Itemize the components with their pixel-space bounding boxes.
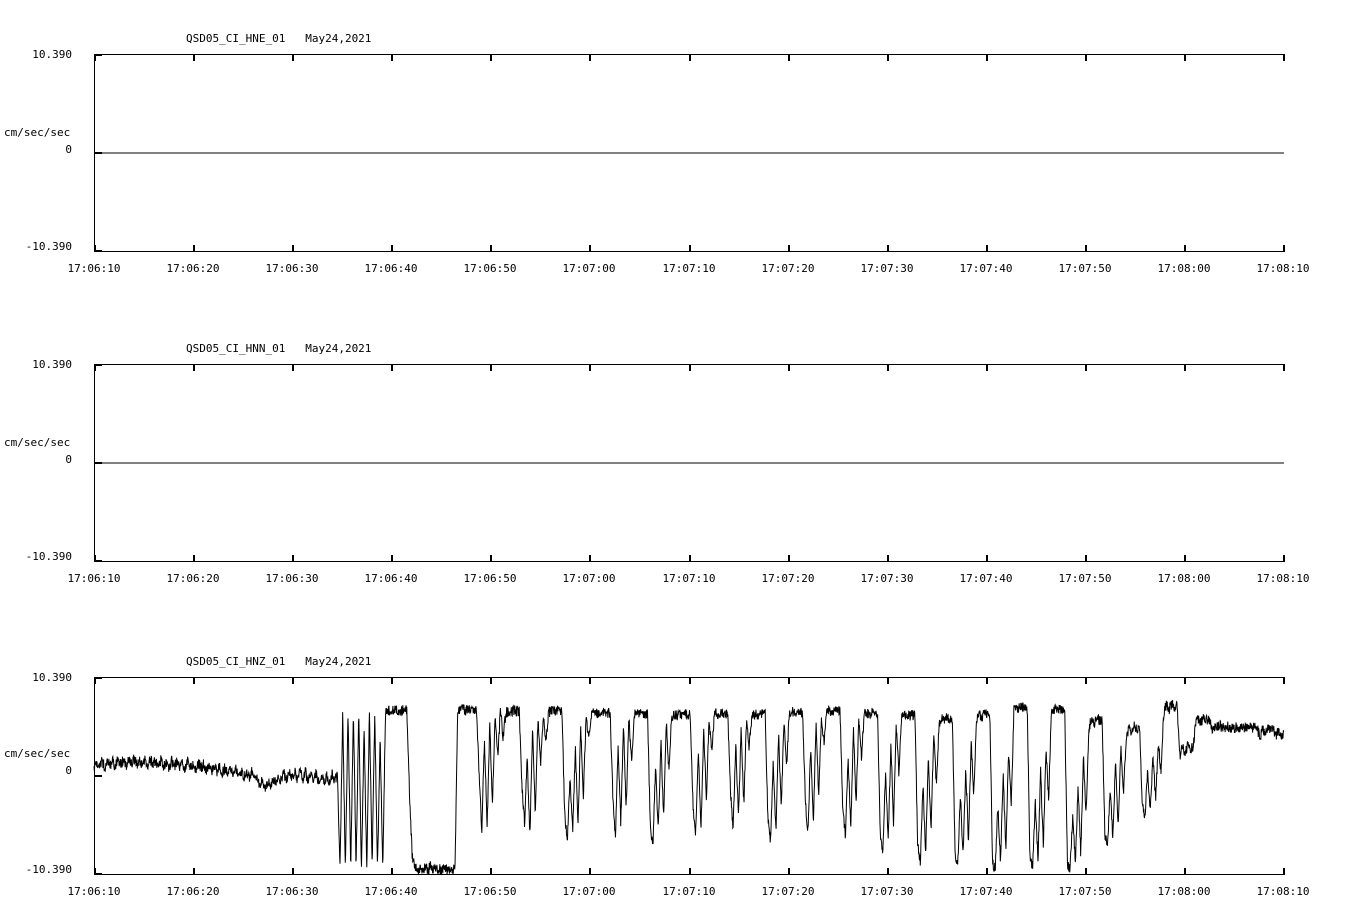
xtick-label: 17:07:40 xyxy=(959,572,1013,585)
xtick-label: 17:08:00 xyxy=(1157,572,1211,585)
ytick-top-hne: 10.390 xyxy=(32,48,72,61)
ytick-mid-hnn: 0 xyxy=(65,453,72,466)
xtick-label: 17:07:20 xyxy=(761,262,815,275)
xtick-label: 17:07:00 xyxy=(562,572,616,585)
xtick-label: 17:07:10 xyxy=(662,885,716,898)
xtick-label: 17:08:10 xyxy=(1256,572,1310,585)
ytick-bottom-hne: -10.390 xyxy=(25,240,72,253)
xtick-label: 17:08:10 xyxy=(1256,885,1310,898)
xtick-label: 17:06:50 xyxy=(463,885,517,898)
xtick-label: 17:06:40 xyxy=(364,262,418,275)
xtick-label: 17:07:00 xyxy=(562,885,616,898)
xtick-label: 17:06:40 xyxy=(364,885,418,898)
yaxis-unit-hnz: cm/sec/sec xyxy=(4,747,71,760)
chart-panel-hnn xyxy=(0,305,1358,595)
ytick-mid-hne: 0 xyxy=(65,143,72,156)
xtick-label: 17:07:30 xyxy=(860,572,914,585)
xtick-label: 17:06:50 xyxy=(463,262,517,275)
xtick-label: 17:06:20 xyxy=(166,885,220,898)
xtick-label: 17:06:20 xyxy=(166,262,220,275)
xtick-label: 17:06:30 xyxy=(265,262,319,275)
chart-title-hnz: QSD05_CI_HNZ_01 May24,2021 xyxy=(186,655,372,668)
xtick-label: 17:06:10 xyxy=(67,885,121,898)
xtick-label: 17:07:40 xyxy=(959,885,1013,898)
xtick-label: 17:06:10 xyxy=(67,262,121,275)
xtick-label: 17:08:10 xyxy=(1256,262,1310,275)
xtick-label: 17:08:00 xyxy=(1157,262,1211,275)
xtick-label: 17:07:00 xyxy=(562,262,616,275)
xtick-label: 17:06:30 xyxy=(265,572,319,585)
chart-panel-hne xyxy=(0,0,1358,290)
xtick-label: 17:07:10 xyxy=(662,262,716,275)
xtick-label: 17:06:30 xyxy=(265,885,319,898)
waveform-hne xyxy=(94,54,1284,252)
xtick-label: 17:06:50 xyxy=(463,572,517,585)
xtick-label: 17:07:30 xyxy=(860,262,914,275)
ytick-bottom-hnz: -10.390 xyxy=(25,863,72,876)
xtick-label: 17:06:10 xyxy=(67,572,121,585)
yaxis-unit-hne: cm/sec/sec xyxy=(4,126,71,139)
xtick-label: 17:07:50 xyxy=(1058,885,1112,898)
chart-panel-hnz xyxy=(0,610,1358,924)
xtick-label: 17:07:50 xyxy=(1058,572,1112,585)
xtick-label: 17:08:00 xyxy=(1157,885,1211,898)
ytick-top-hnz: 10.390 xyxy=(32,671,72,684)
ytick-bottom-hnn: -10.390 xyxy=(25,550,72,563)
waveform-hnz xyxy=(94,677,1284,875)
xtick-label: 17:06:40 xyxy=(364,572,418,585)
chart-title-hne: QSD05_CI_HNE_01 May24,2021 xyxy=(186,32,372,45)
chart-title-hnn: QSD05_CI_HNN_01 May24,2021 xyxy=(186,342,372,355)
xtick-label: 17:06:20 xyxy=(166,572,220,585)
waveform-hnn xyxy=(94,364,1284,562)
ytick-top-hnn: 10.390 xyxy=(32,358,72,371)
xtick-label: 17:07:10 xyxy=(662,572,716,585)
yaxis-unit-hnn: cm/sec/sec xyxy=(4,436,71,449)
xtick-label: 17:07:40 xyxy=(959,262,1013,275)
xtick-label: 17:07:50 xyxy=(1058,262,1112,275)
ytick-mid-hnz: 0 xyxy=(65,764,72,777)
xtick-label: 17:07:20 xyxy=(761,572,815,585)
xtick-label: 17:07:20 xyxy=(761,885,815,898)
xtick-label: 17:07:30 xyxy=(860,885,914,898)
